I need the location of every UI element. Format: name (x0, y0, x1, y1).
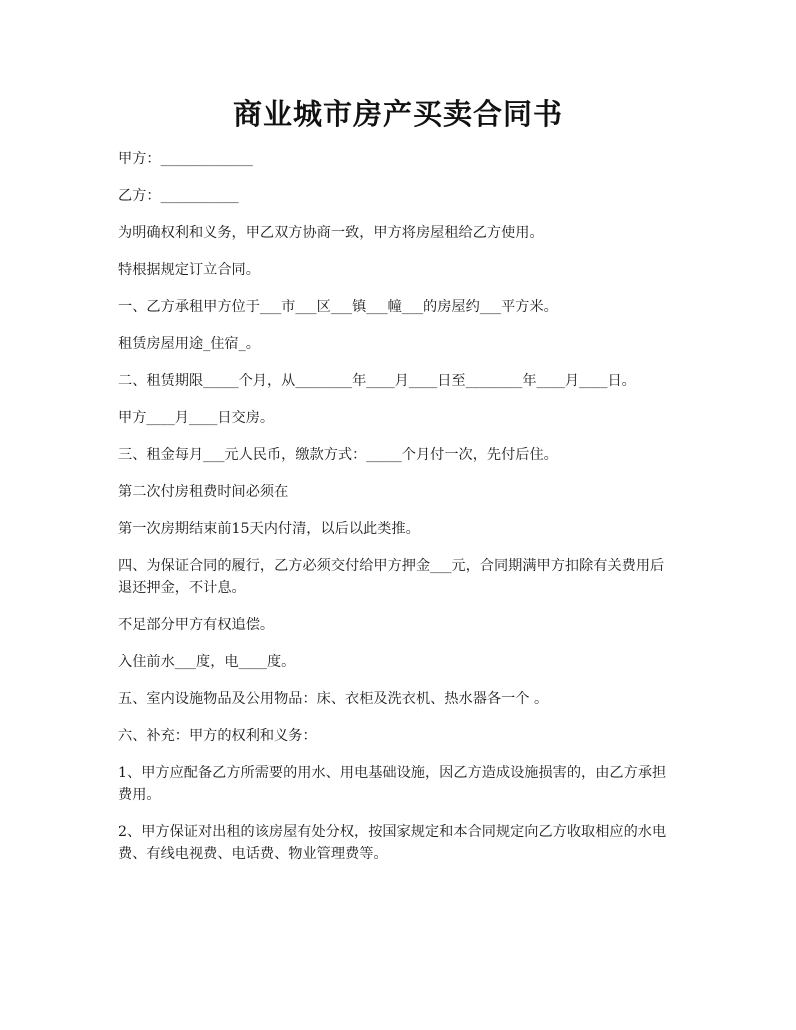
clause-4-shortfall: 不足部分甲方有权追偿。 (118, 617, 275, 633)
clause-6-item-2: 2、甲方保证对出租的该房屋有处分权，按国家规定和本合同规定向乙方收取相应的水电费、有线电视费、电话费、物业管理费等。 (118, 824, 667, 862)
clause-1-purpose: 租赁房屋用途_住宿_。 (118, 336, 260, 352)
party-a-line: 甲方：_____________ (118, 151, 253, 167)
clause-2-paragraph: 二、租赁期限_____个月，从________年____月____日至________年____月____日。 (118, 373, 636, 389)
clause-6-heading: 六、补充：甲方的权利和义务： (118, 728, 317, 744)
document-title: 商业城市房产买卖合同书 (232, 97, 563, 131)
clause-3-paragraph: 三、租金每月___元人民币，缴款方式：_____个月付一次，先付后住。 (118, 447, 558, 463)
clause-4-meter-readings: 入住前水___度，电____度。 (118, 654, 296, 670)
clause-5-paragraph: 五、室内设施物品及公用物品：床、衣柜及洗衣机、热水器各一个 。 (118, 691, 549, 707)
preamble-paragraph-2: 特根据规定订立合同。 (118, 262, 260, 278)
clause-6-item-1: 1、甲方应配备乙方所需要的用水、用电基础设施，因乙方造成设施损害的，由乙方承担费用。 (118, 765, 667, 803)
clause-3-second-payment: 第二次付房租费时间必须在 (118, 484, 289, 500)
preamble-paragraph: 为明确权利和义务，甲乙双方协商一致，甲方将房屋租给乙方使用。 (118, 225, 544, 241)
clause-4-paragraph: 四、为保证合同的履行，乙方必须交付给甲方押金___元，合同期满甲方扣除有关费用后退还押金，不计息。 (118, 558, 665, 596)
document-body (118, 148, 678, 880)
clause-1-paragraph: 一、乙方承租甲方位于___市___区___镇___幢___的房屋约___平方米。 (118, 299, 558, 315)
clause-3-deadline: 第一次房期结束前15天内付清，以后以此类推。 (118, 521, 420, 537)
party-b-line: 乙方：___________ (118, 188, 239, 204)
clause-2-handover: 甲方____月____日交房。 (118, 410, 275, 426)
